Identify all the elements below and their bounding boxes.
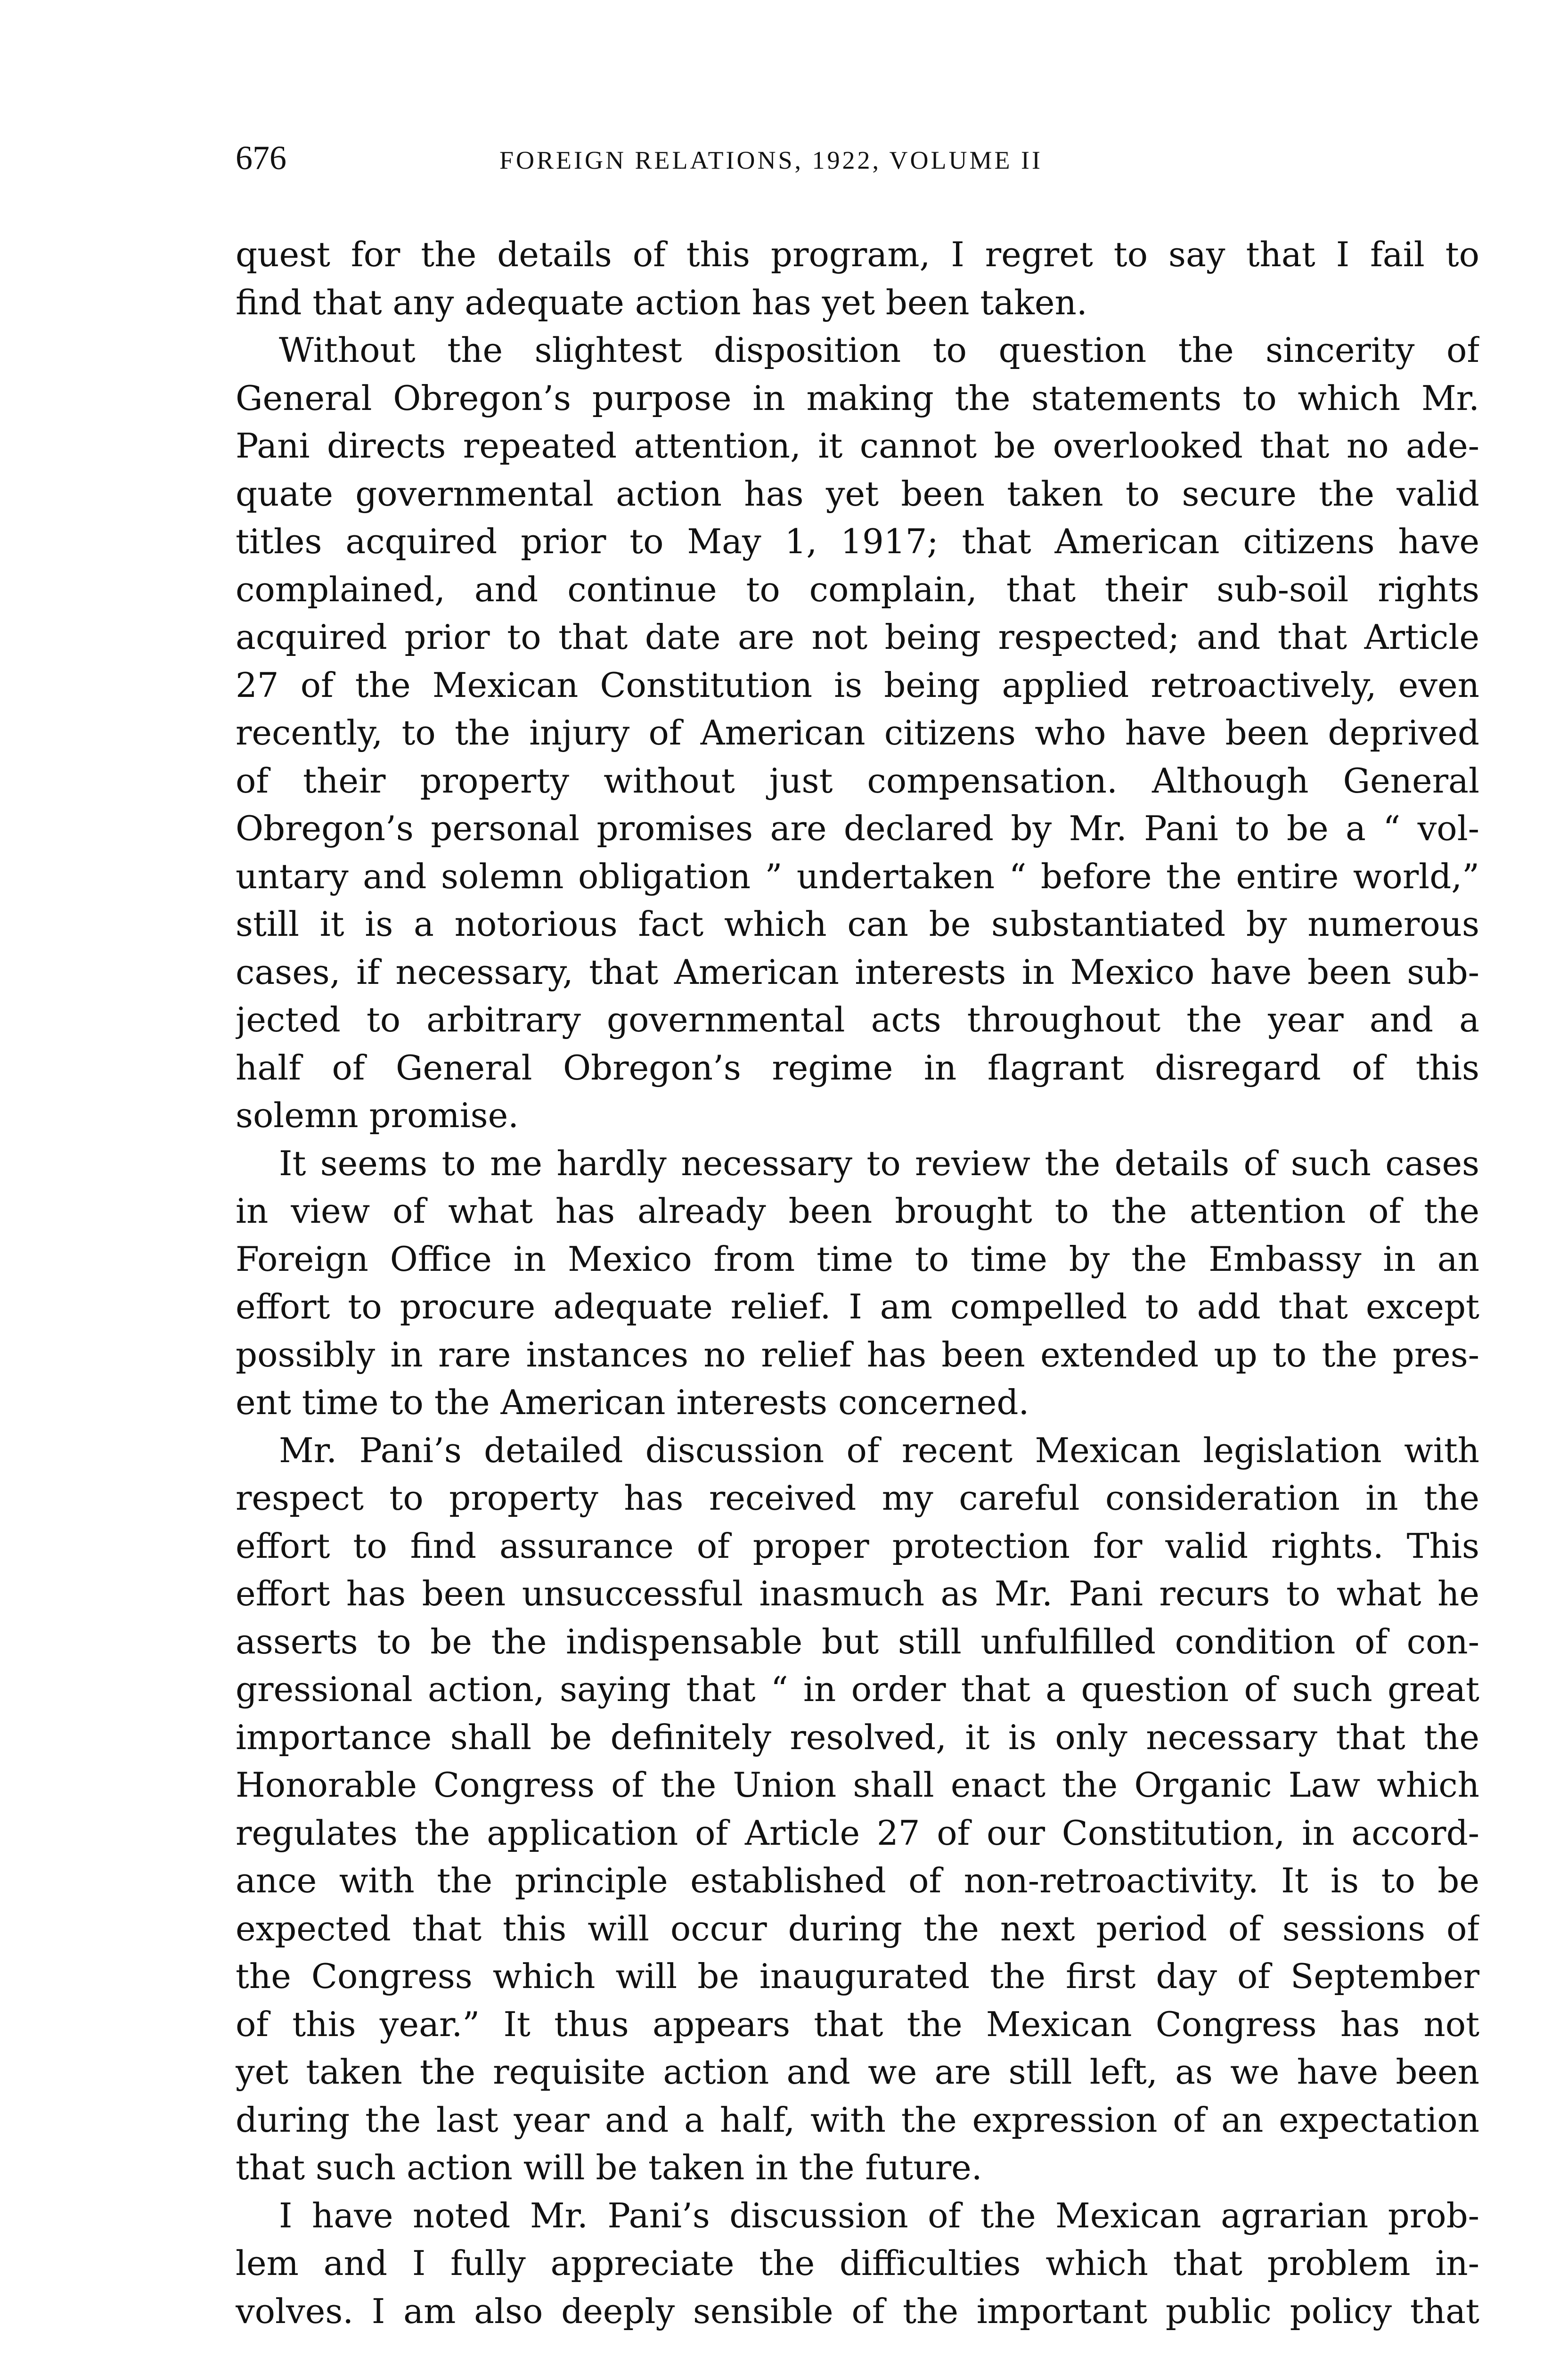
text-line: that such action will be taken in the future. [236,2148,982,2187]
text-line: volves. I am also deeply sensible of the important public policy that [236,2291,1479,2331]
text-line: the Congress which will be inaugurated the first day of September [236,1956,1479,1996]
text-line: 27 of the Mexican Constitution is being applied retroactively, even [236,665,1479,705]
text-line: effort has been unsuccessful inasmuch as Mr. Pani recurs to what he [236,1574,1479,1613]
text-line: importance shall be definitely resolved, it is only necessary that the [236,1717,1479,1757]
text-line: complained, and continue to complain, that their sub-soil rights [236,569,1479,609]
text-line: jected to arbitrary governmental acts throughout the year and a [236,1000,1479,1039]
text-line: in view of what has already been brought to the attention of the [236,1191,1479,1231]
text-line: yet taken the requisite action and we are still left, as we have been [236,2052,1479,2092]
text-line: of this year.” It thus appears that the Mexican Congress has not [236,2004,1479,2044]
text-line: gressional action, saying that “ in order that a question of such great [236,1669,1479,1709]
text-line: untary and solemn obligation ” undertaken “ before the entire world,” [236,856,1479,896]
text-line: Foreign Office in Mexico from time to time by the Embassy in an [236,1239,1479,1279]
text-line: of their property without just compensation. Although General [236,761,1479,801]
text-line: regulates the application of Article 27 of our Constitution, in accord- [236,1813,1479,1853]
paragraph-first-line: It seems to me hardly necessary to review the details of such cases [279,1143,1479,1183]
text-line: respect to property has received my careful consideration in the [236,1478,1479,1518]
text-line: Honorable Congress of the Union shall enact the Organic Law which [236,1765,1479,1805]
body-text [236,231,1479,2335]
text-line: effort to procure adequate relief. I am compelled to add that except [236,1287,1479,1326]
text-line: quate governmental action has yet been taken to secure the valid [236,474,1479,514]
text-line: titles acquired prior to May 1, 1917; that American citizens have [236,522,1479,561]
paragraph-first-line: Mr. Pani’s detailed discussion of recent Mexican legislation with [279,1430,1479,1470]
text-line: during the last year and a half, with the expression of an expectation [236,2100,1479,2140]
page-number: 676 [236,139,286,177]
text-line: possibly in rare instances no relief has been extended up to the pres- [236,1334,1479,1374]
text-line: effort to find assurance of proper protection for valid rights. This [236,1526,1479,1566]
text-line: lem and I fully appreciate the difficulties which that problem in- [236,2243,1479,2283]
text-line: General Obregon’s purpose in making the statements to which Mr. [236,378,1479,418]
text-line: find that any adequate action has yet been taken. [236,282,1087,322]
text-line: asserts to be the indispensable but still unfulfilled condition of con- [236,1621,1479,1661]
text-line: expected that this will occur during the next period of sessions of [236,1908,1479,1948]
text-line: quest for the details of this program, I regret to say that I fail to [236,235,1479,274]
text-line: cases, if necessary, that American interests in Mexico have been sub- [236,952,1479,992]
text-line: recently, to the injury of American citizens who have been deprived [236,713,1479,753]
text-line: ance with the principle established of non-retroactivity. It is to be [236,1861,1479,1900]
text-line: ent time to the American interests concerned. [236,1383,1029,1422]
text-line: Obregon’s personal promises are declared by Mr. Pani to be a “ vol- [236,809,1479,848]
text-line: half of General Obregon’s regime in flagrant disregard of this [236,1047,1479,1088]
text-line: solemn promise. [236,1096,519,1135]
page-header [236,137,1479,193]
text-line: acquired prior to that date are not being respected; and that Article [236,617,1479,657]
text-line: Pani directs repeated attention, it cannot be overlooked that no ade- [236,426,1479,466]
running-head: FOREIGN RELATIONS, 1922, VOLUME II [499,146,1043,174]
paragraph-first-line: Without the slightest disposition to question the sincerity of [279,330,1479,370]
text-line: still it is a notorious fact which can be substantiated by numerous [236,904,1479,944]
paragraph-first-line: I have noted Mr. Pani’s discussion of the Mexican agrarian prob- [279,2195,1479,2235]
